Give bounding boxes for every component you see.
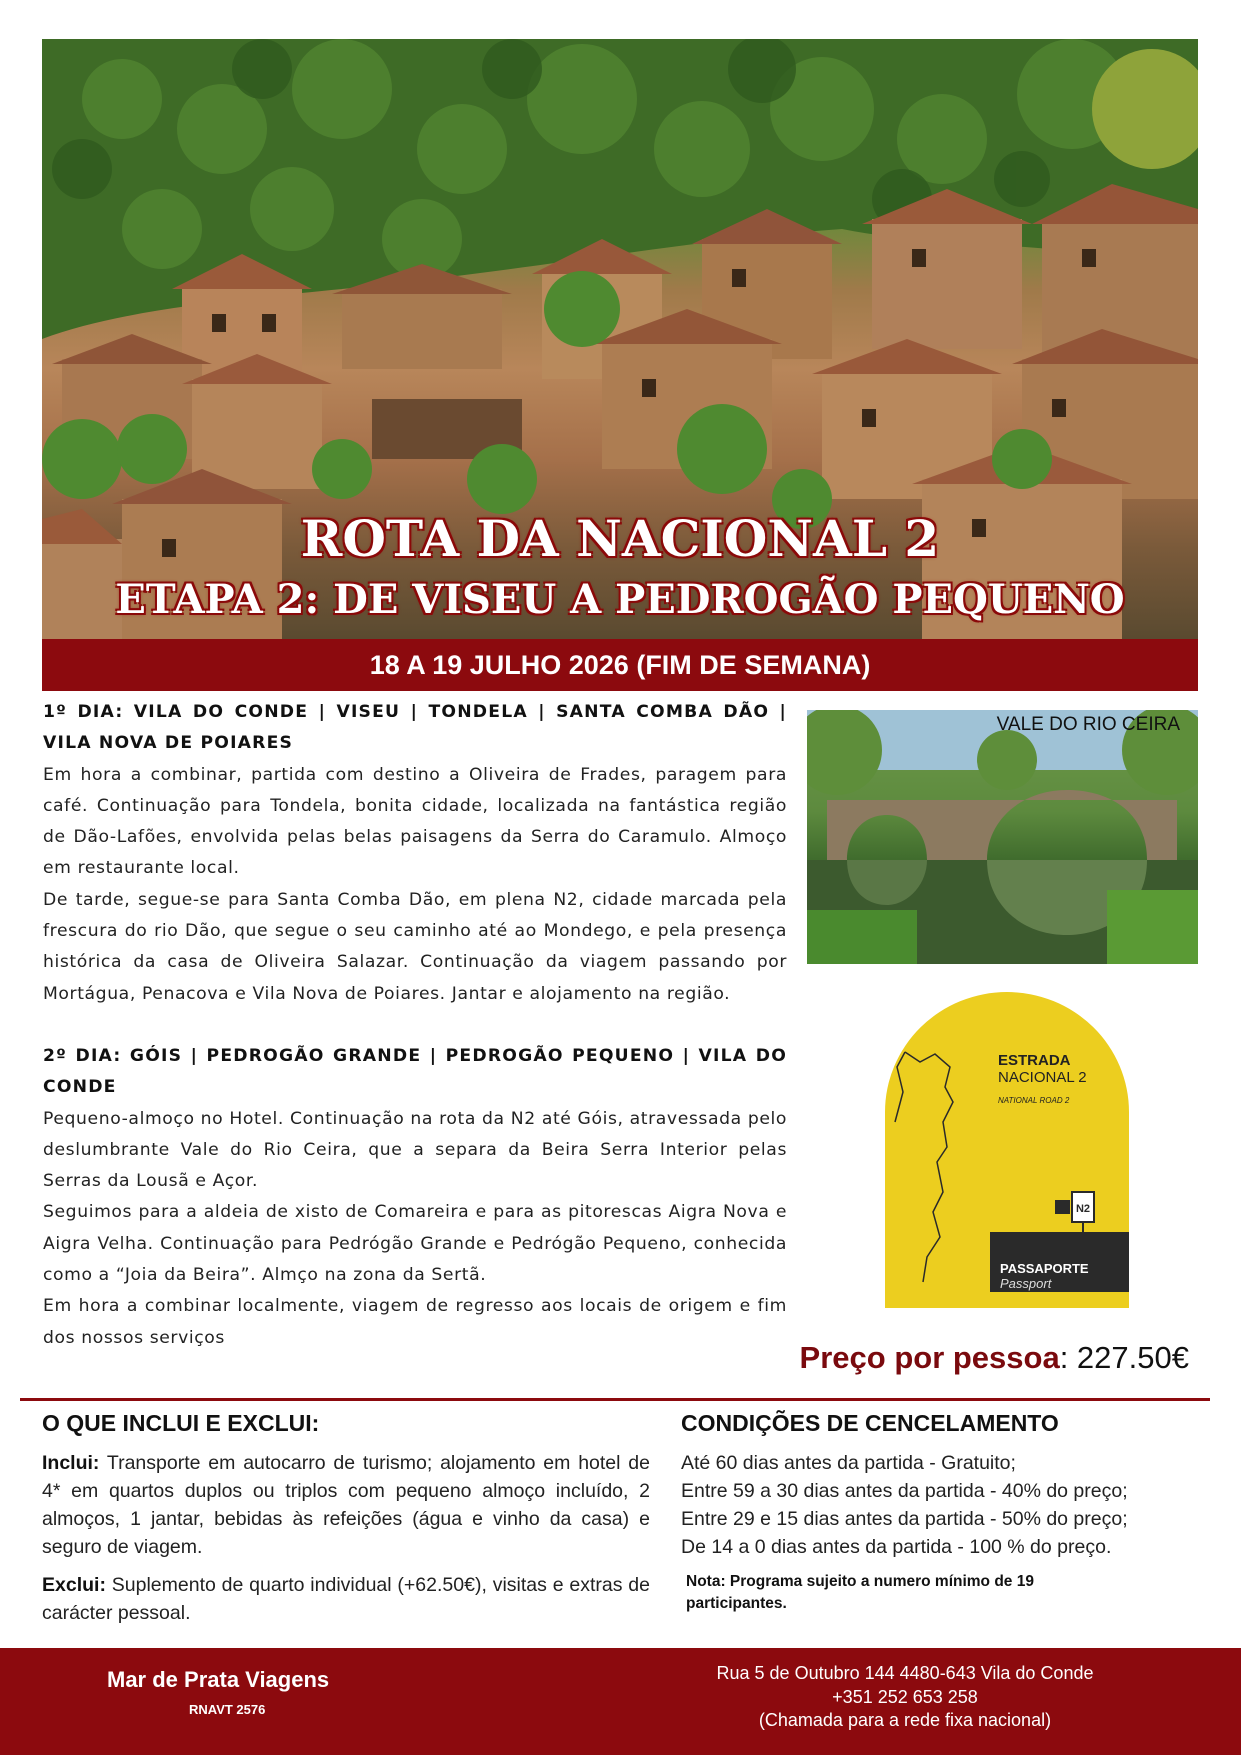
hero-subtitle: ETAPA 2: DE VISEU A PEDROGÃO PEQUENO [115, 576, 1125, 623]
hero-image [42, 39, 1198, 639]
address: Rua 5 de Outubro 144 4480-643 Vila do Conde [716, 1663, 1094, 1683]
date-banner: 18 A 19 JULHO 2026 (FIM DE SEMANA) [42, 639, 1198, 691]
cancellation-section [681, 1410, 1201, 1615]
company-name: Mar de Prata Viagens [107, 1667, 330, 1692]
cancellation-line: Até 60 dias antes da partida - Gratuito; [681, 1452, 1016, 1474]
itinerary [43, 697, 787, 1354]
photo-caption: VALE DO RIO CEIRA [996, 714, 1180, 735]
phone-note: (Chamada para a rede fixa nacional) [758, 1710, 1052, 1730]
passport-title: ESTRADA [998, 1052, 1071, 1069]
includes-label: Inclui: [42, 1452, 100, 1474]
price-value: : 227.50€ [1059, 1340, 1189, 1375]
day2-paragraph: Seguimos para a aldeia de xisto de Comareira e para as pitorescas Aigra Nova e Aigra Velha. Continuação para Pedrógão Grande e Pedrógão Pequeno, conhecida como a “Joia da Beira”. Almço na zona da Sertã. [43, 1202, 787, 1286]
day2-paragraph: Pequeno-almoço no Hotel. Continuação na rota da N2 até Góis, atravessada pelo deslumbrante Vale do Rio Ceira, que a separa da Beira Serra Interior pelas Serras da Lousã e Açor. [43, 1108, 787, 1192]
day2-paragraph: Em hora a combinar localmente, viagem de regresso aos locais de origem e fim dos nossos serviços [43, 1296, 787, 1348]
cancellation-line: De 14 a 0 dias antes da partida - 100 % do preço. [681, 1536, 1112, 1558]
day1-title: 1º DIA: VILA DO CONDE | VISEU | TONDELA | SANTA COMBA DÃO | VILA NOVA DE POIARES [43, 702, 787, 754]
excludes-paragraph [42, 1571, 650, 1627]
includes-heading: O QUE INCLUI E EXCLUI: [42, 1410, 320, 1436]
day1-paragraph: De tarde, segue-se para Santa Comba Dão, em plena N2, cidade marcada pela frescura do rio Dão, que segue o seu caminho até ao Mondego, e pela presença histórica da casa de Oliveira Salazar. Continuação da viagem passando por Mortágua, Penacova e Vila Nova de Poiares. Jantar e alojamento na região. [43, 889, 787, 1004]
cancellation-line: Entre 59 a 30 dias antes da partida - 40% do preço; [681, 1480, 1128, 1502]
passport-subtitle: NATIONAL ROAD 2 [998, 1096, 1070, 1105]
passport-label: PASSAPORTE [1000, 1261, 1089, 1276]
n2-passport-graphic [885, 992, 1129, 1308]
river-bridge-photo [807, 710, 1198, 964]
includes-paragraph [42, 1449, 650, 1561]
cancellation-heading: CONDIÇÕES DE CENCELAMENTO [681, 1410, 1059, 1436]
excludes-label: Exclui: [42, 1574, 106, 1596]
cancellation-line: Entre 29 e 15 dias antes da partida - 50% do preço; [681, 1508, 1128, 1530]
price [800, 1340, 1189, 1376]
day1-paragraph: Em hora a combinar, partida com destino a Oliveira de Frades, paragem para café. Continuação para Tondela, bonita cidade, localizada na fantástica região de Dão-Lafões, envolvida pelas belas paisagens da Serra do Caramulo. Almoço em restaurante local. [43, 764, 787, 879]
phone-number: +351 252 653 258 [832, 1686, 978, 1707]
rnavt-number: RNAVT 2576 [189, 1702, 266, 1717]
includes-section [42, 1410, 650, 1637]
passport-label-en: Passport [1000, 1276, 1052, 1291]
n2-sign-text: N2 [1075, 1203, 1091, 1215]
excludes-text: Suplemento de quarto individual (+62.50€), visitas e extras de carácter pessoal. [42, 1574, 650, 1624]
day2-title: 2º DIA: GÓIS | PEDROGÃO GRANDE | PEDROGÃO PEQUENO | VILA DO CONDE [43, 1045, 787, 1098]
section-divider [20, 1398, 1210, 1401]
minimum-participants-note: Nota: Programa sujeito a numero mínimo de 19 participantes. [686, 1573, 1034, 1612]
footer [0, 1648, 1241, 1755]
includes-text: Transporte em autocarro de turismo; alojamento em hotel de 4* em quartos duplos ou triplos com pequeno almoço incluído, 2 almoços, 1 jantar, bebidas às refeições (água e vinho da casa) e seguro de viagem. [42, 1452, 650, 1558]
hero-title: ROTA DA NACIONAL 2 [300, 509, 940, 568]
price-label: Preço por pessoa [799, 1340, 1060, 1375]
passport-title-line2: NACIONAL 2 [998, 1069, 1087, 1086]
contact-info [660, 1662, 1150, 1733]
bridge-illustration [807, 710, 1198, 964]
